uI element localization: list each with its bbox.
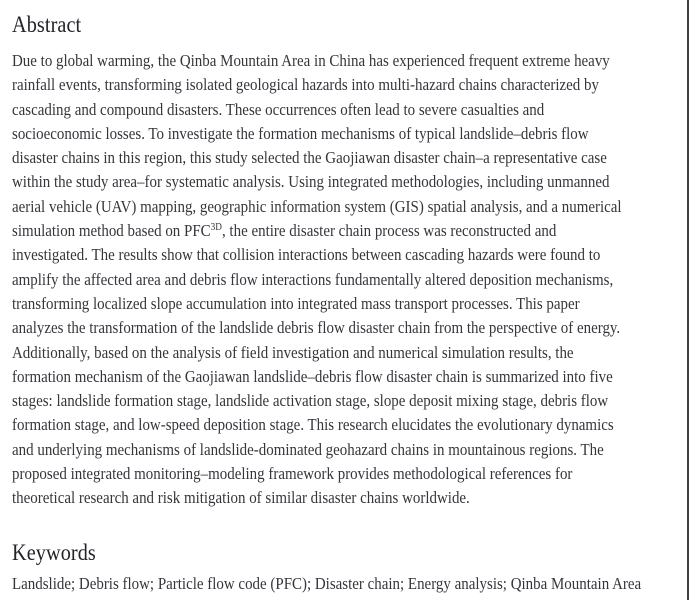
abstract-line-text: simulation method based on PFC [12, 221, 211, 241]
abstract-line: formation stage, and low-speed deposition stage. This research elucidates the evolutionary dynamics [12, 415, 614, 435]
abstract-line: and underlying mechanisms of landslide-dominated geohazard chains in mountainous regions. The [12, 439, 604, 459]
abstract-line: amplify the affected area and debris flow interactions fundamentally altered deposition mechanisms, [12, 269, 614, 289]
keywords-heading: Keywords [12, 539, 96, 565]
abstract-line: Additionally, based on the analysis of field investigation and numerical simulation results, the [12, 342, 574, 362]
abstract-line: within the study area–for systematic analysis. Using integrated methodologies, including unmanned [12, 172, 610, 192]
abstract-line [12, 219, 681, 243]
abstract-heading: Abstract [12, 12, 82, 37]
article-content [12, 10, 681, 596]
abstract-line: proposed integrated monitoring–modeling framework provides methodological references for [12, 464, 573, 484]
abstract-line: rainfall events, transforming isolated geological hazards into multi-hazard chains characterized by [12, 75, 599, 95]
keywords-text: Landslide; Debris flow; Particle flow code (PFC); Disaster chain; Energy analysis; Qinba Mountain Area [12, 573, 642, 593]
abstract-line: investigated. The results show that collision interactions between cascading hazards were found to [12, 245, 601, 265]
superscript-3d: 3D [210, 222, 222, 234]
abstract-line: cascading and compound disasters. These occurrences often lead to severe casualties and [12, 99, 545, 119]
abstract-line: transforming localized slope accumulation into integrated mass transport processes. This paper [12, 293, 580, 313]
abstract-line: disaster chains in this region, this study selected the Gaojiawan disaster chain–a representative case [12, 148, 607, 168]
abstract-line: Due to global warming, the Qinba Mountain Area in China has experienced frequent extreme heavy [12, 51, 610, 70]
abstract-line: analyzes the transformation of the landslide debris flow disaster chain from the perspective of energy. [12, 318, 621, 338]
abstract-line: aerial vehicle (UAV) mapping, geographic information system (GIS) spatial analysis, and a numerical [12, 196, 622, 216]
abstract-line: stages: landslide formation stage, landslide activation stage, slope deposit mixing stage, debris flow [12, 391, 609, 411]
abstract-paragraph [12, 49, 681, 511]
abstract-line: socioeconomic losses. To investigate the formation mechanisms of typical landslide–debris flow [12, 123, 589, 143]
abstract-line-text: , the entire disaster chain process was reconstructed and [221, 221, 557, 241]
abstract-line: formation mechanism of the Gaojiawan landslide–debris flow disaster chain is summarized into five [12, 366, 613, 386]
panel-right-border [687, 0, 689, 600]
abstract-line: theoretical research and risk mitigation of similar disaster chains worldwide. [12, 488, 470, 508]
